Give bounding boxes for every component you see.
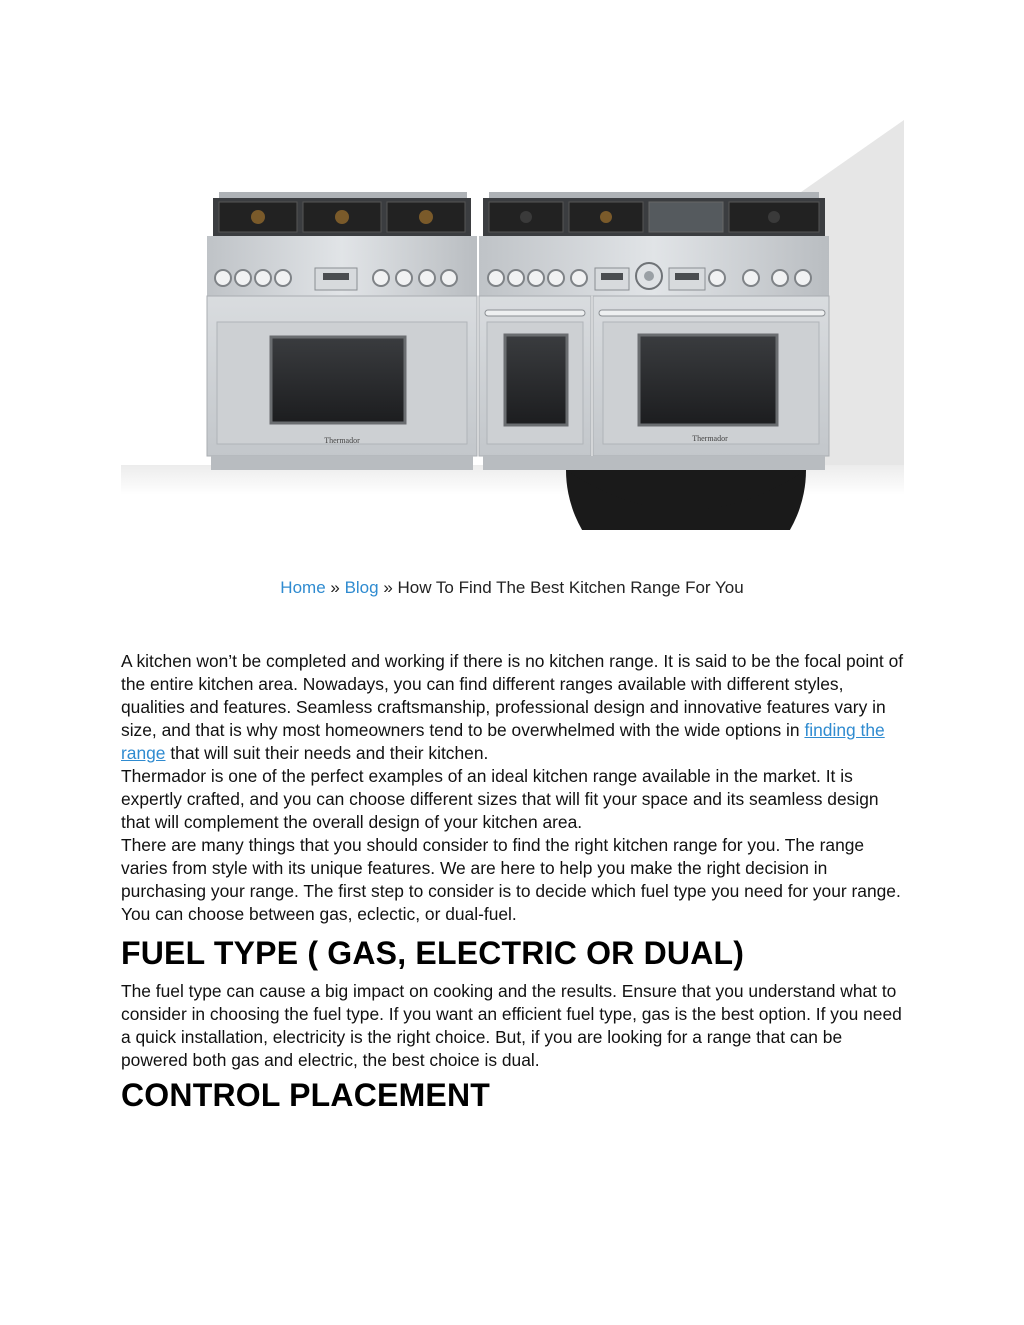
breadcrumb-separator: » [378, 578, 398, 597]
fuel-type-heading: FUEL TYPE ( GAS, ELECTRIC OR DUAL) [121, 935, 745, 971]
brand-logo-left: Thermador [324, 436, 360, 445]
range-left-graphic [207, 192, 477, 470]
finding-the-range-link[interactable]: finding the range [121, 720, 885, 763]
breadcrumb [0, 577, 1024, 599]
intro-text: A kitchen won’t be completed and working if there is no kitchen range. It is said to be the focal point of the entire kitchen area. Nowadays, you can find different ranges available with different styles, qualities and features. Seamless craftsmanship, professional design and innovative features vary in size, and that is why most homeowners tend to be overwhelmed with the wide options in [121, 651, 904, 740]
breadcrumb-home-link[interactable]: Home [280, 578, 326, 597]
range-right-graphic [479, 192, 829, 470]
intro-paragraph [121, 650, 911, 765]
brand-logo-right: Thermador [692, 434, 728, 443]
thermador-paragraph: Thermador is one of the perfect examples of an ideal kitchen range available in the market. It is expertly crafted, and you can choose different sizes that will fit your space and its seamless design that will complement the overall design of your kitchen area. [121, 766, 879, 832]
intro-text-end: that will suit their needs and their kitchen. [165, 743, 489, 763]
breadcrumb-separator: » [325, 578, 345, 597]
breadcrumb-blog-link[interactable]: Blog [344, 578, 379, 597]
consider-paragraph: There are many things that you should consider to find the right kitchen range for you. The range varies from style with its unique features. We are here to help you make the right decision in purchasing your range. The first step to consider is to decide which fuel type you need for your range. You can choose between gas, eclectic, or dual-fuel. [121, 835, 901, 924]
article-body [121, 650, 911, 1122]
control-placement-heading: CONTROL PLACEMENT [121, 1077, 491, 1113]
hero-image [121, 120, 904, 530]
breadcrumb-current: How To Find The Best Kitchen Range For You [397, 578, 744, 597]
fuel-type-paragraph: The fuel type can cause a big impact on cooking and the results. Ensure that you understand what to consider in choosing the fuel type. If you want an efficient fuel type, gas is the best option. If you need a quick installation, electricity is the right choice. But, if you are looking for a range that can be powered both gas and electric, the best choice is dual. [121, 981, 902, 1070]
